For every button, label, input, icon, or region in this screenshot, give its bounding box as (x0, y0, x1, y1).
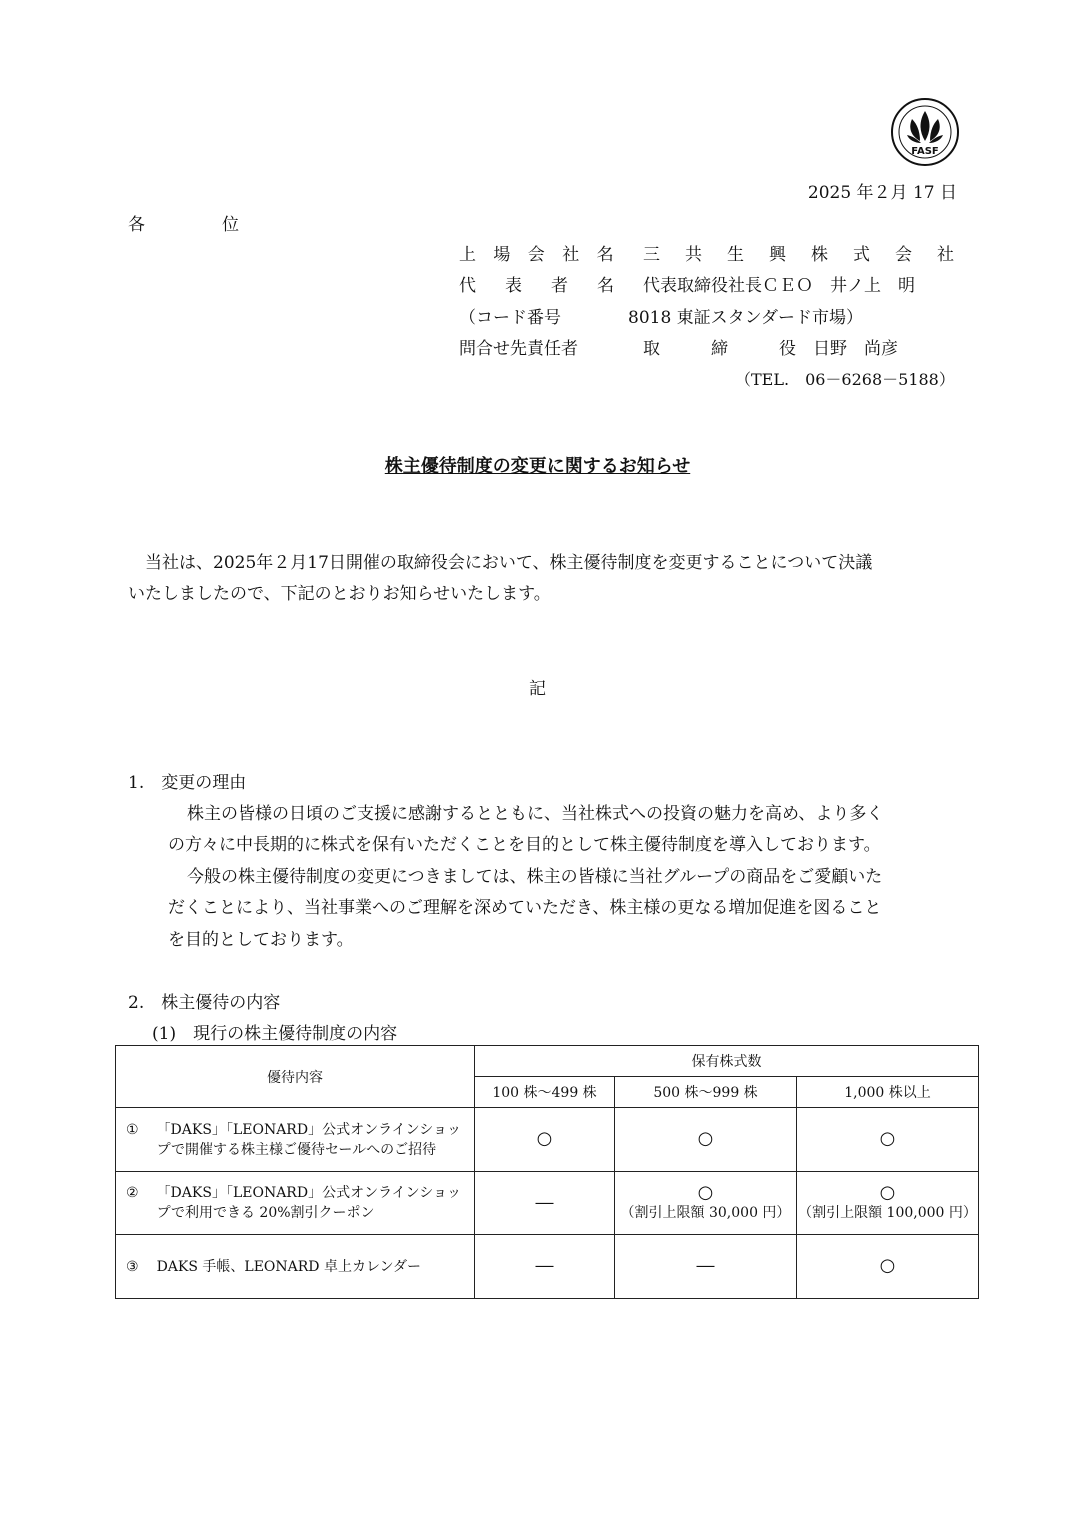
availability-mark: ― (696, 1255, 715, 1276)
col-holdings-header: 保有株式数 (475, 1046, 979, 1077)
section-1-line-2: の方々に中長期的に株式を保有いただくことを目的として株主優待制度を導入しております。 (168, 835, 881, 855)
code-value: 8018 東証スタンダード市場） (628, 308, 863, 328)
benefit-cell (116, 1108, 475, 1172)
tier-cell (475, 1108, 615, 1172)
benefit-description: DAKS 手帳、LEONARD 卓上カレンダー (156, 1258, 422, 1275)
section-1-line-4: だくことにより、当社事業へのご理解を深めていただき、株主様の更なる増加促進を図ること (168, 898, 882, 918)
availability-mark: ○ (697, 1182, 714, 1203)
col-benefit-header: 優待内容 (116, 1046, 475, 1108)
availability-mark: ○ (879, 1182, 896, 1203)
tier-header: 500 株～999 株 (615, 1077, 797, 1108)
tier-cell (797, 1235, 979, 1299)
tier-cell (797, 1172, 979, 1235)
section-1-heading: 1. 変更の理由 (128, 773, 247, 793)
representative-label: 代 表 者 名 (459, 276, 620, 296)
intro-line-1: 当社は、2025年２月17日開催の取締役会において、株主優待制度を変更することについて決議 (128, 553, 873, 573)
tier-cell (615, 1172, 797, 1235)
section-2-heading: 2. 株主優待の内容 (128, 993, 281, 1013)
fasf-seal-icon (890, 97, 960, 167)
svg-text:FASF: FASF (911, 146, 939, 157)
contact-value: 取 締 役 日野 尚彦 (643, 339, 898, 359)
section-1-line-1: 株主の皆様の日頃のご支援に感謝するとともに、当社株式への投資の魅力を高め、より多く (187, 804, 884, 824)
ki-marker: 記 (529, 679, 546, 699)
benefit-cell (116, 1235, 475, 1299)
fasf-logo (890, 97, 960, 167)
section-1-line-5: を目的としております。 (168, 930, 354, 950)
tier-cell (615, 1235, 797, 1299)
tier-header: 1,000 株以上 (797, 1077, 979, 1108)
availability-mark: ○ (879, 1128, 896, 1149)
intro-line-2: いたしましたので、下記のとおりお知らせいたします。 (128, 584, 551, 604)
issue-date: 2025 年２月 17 日 (807, 183, 957, 203)
company-name-value: 三 共 生 興 株 式 会 社 (643, 245, 958, 265)
tier-cell (797, 1108, 979, 1172)
section-2-sub: (1) 現行の株主優待制度の内容 (152, 1024, 398, 1044)
table-row (116, 1108, 979, 1172)
contact-label: 問合せ先責任者 (459, 339, 578, 359)
code-label: （コード番号 (459, 308, 561, 328)
representative-value: 代表取締役社長ＣＥＯ 井ノ上 明 (643, 276, 915, 296)
table-row (116, 1172, 979, 1235)
benefit-description: 「DAKS」「LEONARD」公式オンラインショップで利用できる 20%割引クーポン (156, 1185, 462, 1221)
availability-mark: ○ (697, 1128, 714, 1149)
tier-cell (475, 1172, 615, 1235)
row-number: ① (126, 1121, 139, 1138)
benefit-description: 「DAKS」「LEONARD」公式オンラインショップで開催する株主様ご優待セールへのご招待 (156, 1121, 462, 1158)
availability-mark: ― (535, 1191, 554, 1213)
table-row (116, 1235, 979, 1299)
table-header-row (116, 1046, 979, 1077)
company-name-label: 上 場 会 社 名 (459, 245, 620, 265)
contact-tel: （TEL. 06－6268－5188） (735, 370, 955, 389)
addressee: 各 位 (128, 215, 269, 235)
discount-cap-note: （割引上限額 100,000 円） (798, 1205, 977, 1221)
row-number: ② (126, 1185, 139, 1201)
benefits-table (115, 1045, 979, 1299)
tier-header: 100 株～499 株 (475, 1077, 615, 1108)
row-number: ③ (126, 1258, 139, 1275)
section-1-line-3: 今般の株主優待制度の変更につきましては、株主の皆様に当社グループの商品をご愛顧いた (187, 867, 883, 887)
tier-cell (475, 1235, 615, 1299)
tier-cell (615, 1108, 797, 1172)
availability-mark: ○ (879, 1255, 896, 1276)
availability-mark: ― (535, 1255, 554, 1276)
discount-cap-note: （割引上限額 30,000 円） (620, 1205, 791, 1221)
availability-mark: ○ (536, 1128, 553, 1149)
benefit-cell (116, 1172, 475, 1235)
document-title: 株主優待制度の変更に関するお知らせ (384, 456, 691, 477)
